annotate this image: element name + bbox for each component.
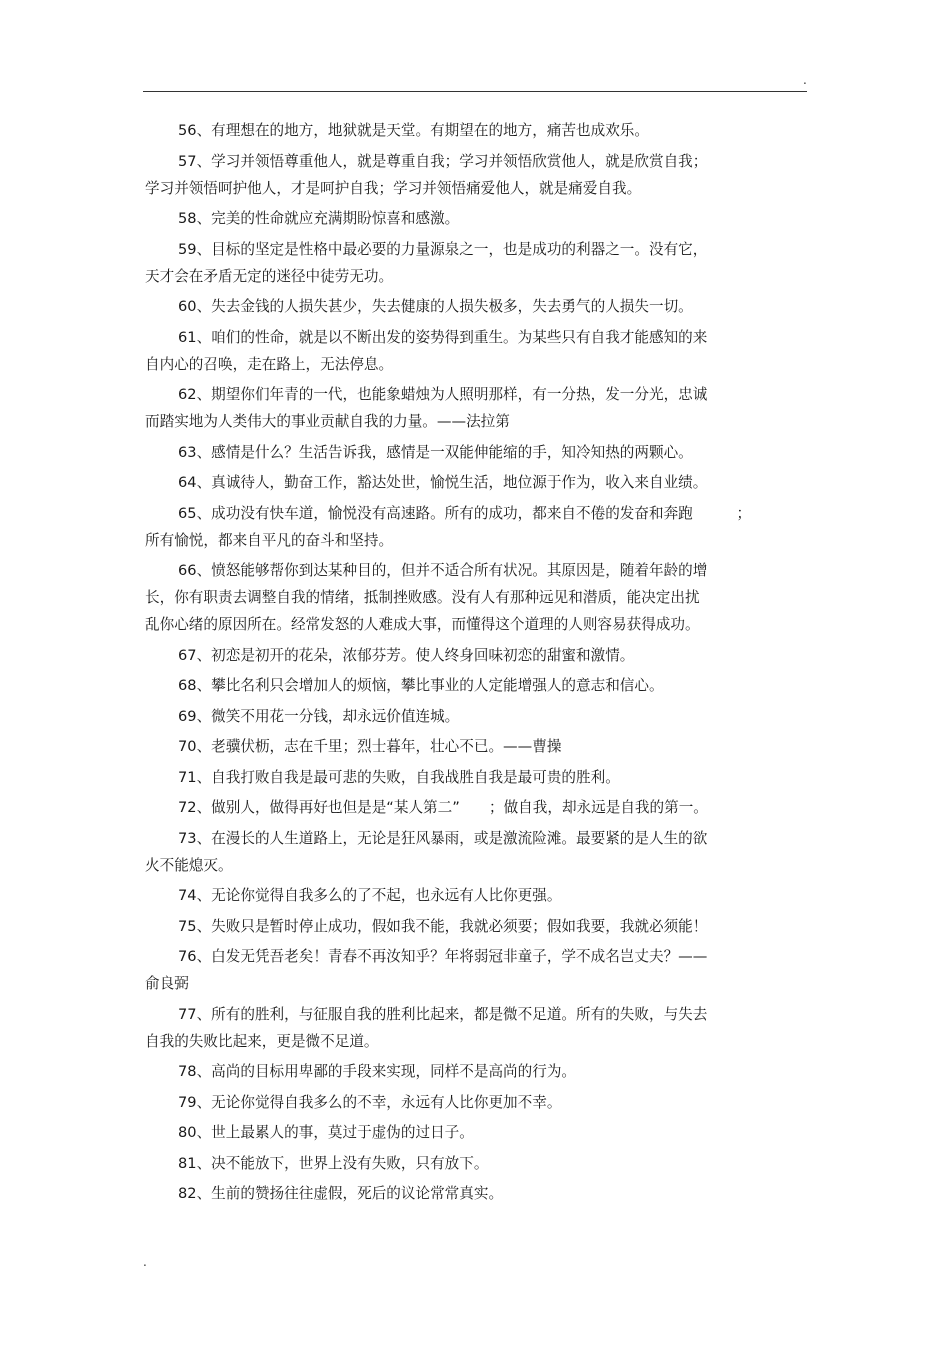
- quote-item: [145, 1150, 810, 1177]
- quote-item: [145, 882, 810, 909]
- quote-line: 80、世上最累人的事，莫过于虚伪的过日子。: [178, 1124, 474, 1141]
- quote-line: 66、愤怒能够帮你到达某种目的，但并不适合所有状况。其原因是，随着年龄的增: [178, 562, 708, 579]
- quote-line: 70、老骥伏枥，志在千里；烈士暮年，壮心不已。——曹操: [178, 738, 562, 755]
- quote-line: 所有愉悦，都来自平凡的奋斗和坚持。: [145, 531, 394, 549]
- quote-line: 73、在漫长的人生道路上，无论是狂风暴雨，或是激流险滩。最要紧的是人生的欲: [178, 829, 708, 847]
- quote-item: [145, 764, 810, 791]
- quote-item: [145, 794, 810, 821]
- quote-line: 69、微笑不用花一分钱，却永远价值连城。: [178, 707, 460, 725]
- quote-item: [145, 672, 810, 699]
- quote-item: [145, 703, 810, 730]
- quote-line: 58、完美的性命就应充满期盼惊喜和感激。: [178, 210, 460, 227]
- header-mark: .: [803, 73, 807, 87]
- quote-line: 而踏实地为人类伟大的事业贡献自我的力量。——法拉第: [145, 413, 510, 430]
- quote-line: 乱你心绪的原因所在。经常发怒的人难成大事，而懂得这个道理的人则容易获得成功。: [145, 616, 700, 633]
- quote-item: [145, 381, 810, 435]
- quote-item: [145, 913, 810, 940]
- quote-item: [145, 825, 810, 879]
- quote-line: 火不能熄灭。: [145, 856, 233, 874]
- quote-line: 81、决不能放下，世界上没有失败，只有放下。: [178, 1154, 489, 1172]
- quote-line: 天才会在矛盾无定的迷径中徒劳无功。: [145, 267, 394, 285]
- quote-item: [145, 205, 810, 232]
- quote-line: 60、失去金钱的人损失甚少，失去健康的人损失极多，失去勇气的人损失一切。: [178, 298, 693, 315]
- quote-item: [145, 943, 810, 997]
- quote-line: 57、学习并领悟尊重他人，就是尊重自我；学习并领悟欣赏他人，就是欣赏自我；: [178, 152, 708, 170]
- quote-item: [145, 1058, 810, 1085]
- footer-mark: .: [143, 1255, 147, 1269]
- quote-line: 78、高尚的目标用卑鄙的手段来实现，同样不是高尚的行为。: [178, 1063, 577, 1080]
- quote-line: 75、失败只是暂时停止成功，假如我不能，我就必须要；假如我要，我就必须能！: [178, 917, 708, 935]
- quote-line: 俞良弼: [145, 975, 189, 992]
- quote-line: 72、做别人，做得再好也但是是“某人第二” ；做自我，却永远是自我的第一。: [178, 799, 708, 816]
- quote-item: [145, 642, 810, 669]
- quote-item: [145, 557, 810, 638]
- quote-line: 63、感情是什么？生活告诉我，感情是一双能伸能缩的手，知冷知热的两颗心。: [178, 443, 693, 461]
- quote-line: 学习并领悟呵护他人，才是呵护自我；学习并领悟痛爱他人，就是痛爱自我。: [145, 179, 642, 197]
- quote-item: [145, 1001, 810, 1055]
- quote-line: 61、咱们的性命，就是以不断出发的姿势得到重生。为某些只有自我才能感知的来: [178, 328, 708, 346]
- quote-line: 自我的失败比起来，更是微不足道。: [145, 1032, 379, 1050]
- quote-item: [145, 1089, 810, 1116]
- quote-line: 71、自我打败自我是最可悲的失败，自我战胜自我是最可贵的胜利。: [178, 768, 620, 786]
- quote-item: [145, 117, 810, 144]
- quote-line: 64、真诚待人，勤奋工作，豁达处世，愉悦生活，地位源于作为，收入来自业绩。: [178, 474, 708, 491]
- quote-item: [145, 324, 810, 378]
- quote-line: 长，你有职责去调整自我的情绪，抵制挫败感。没有人有那种远见和潜质，能决定出扰: [145, 589, 700, 606]
- quote-item: [145, 439, 810, 466]
- quote-item: [145, 148, 810, 202]
- quote-line: 59、目标的坚定是性格中最必要的力量源泉之一，也是成功的利器之一。没有它，: [178, 240, 708, 258]
- quote-line: 74、无论你觉得自我多么的了不起，也永远有人比你更强。: [178, 887, 562, 904]
- quote-line: 77、所有的胜利，与征服自我的胜利比起来，都是微不足道。所有的失败，与失去: [178, 1005, 708, 1023]
- quote-item: [145, 293, 810, 320]
- quote-item: [145, 733, 810, 760]
- quote-item: [145, 1119, 810, 1146]
- quote-line: 56、有理想在的地方，地狱就是天堂。有期望在的地方，痛苦也成欢乐。: [178, 122, 649, 139]
- quote-line: 68、攀比名利只会增加人的烦恼，攀比事业的人定能增强人的意志和信心。: [178, 677, 664, 694]
- header-rule: [143, 91, 807, 92]
- quote-item: [145, 1180, 810, 1207]
- quote-line: 62、期望你们年青的一代，也能象蜡烛为人照明那样，有一分热，发一分光，忠诚: [178, 386, 708, 403]
- quote-item: [145, 500, 810, 554]
- quote-line: 自内心的召唤，走在路上，无法停息。: [145, 355, 394, 373]
- quote-item: [145, 469, 810, 496]
- quote-line: 67、初恋是初开的花朵，浓郁芬芳。使人终身回味初恋的甜蜜和激情。: [178, 646, 635, 664]
- quote-line: 82、生前的赞扬往往虚假，死后的议论常常真实。: [178, 1185, 504, 1202]
- quote-list: [145, 117, 810, 1211]
- quote-line: 76、白发无凭吾老矣！青春不再汝知乎？年将弱冠非童子，学不成名岂丈夫？——: [178, 948, 708, 965]
- quote-line: 79、无论你觉得自我多么的不幸，永远有人比你更加不幸。: [178, 1093, 562, 1111]
- quote-line: 65、成功没有快车道，愉悦没有高速路。所有的成功，都来自不倦的发奋和奔跑 ；: [178, 504, 752, 522]
- quote-item: [145, 236, 810, 290]
